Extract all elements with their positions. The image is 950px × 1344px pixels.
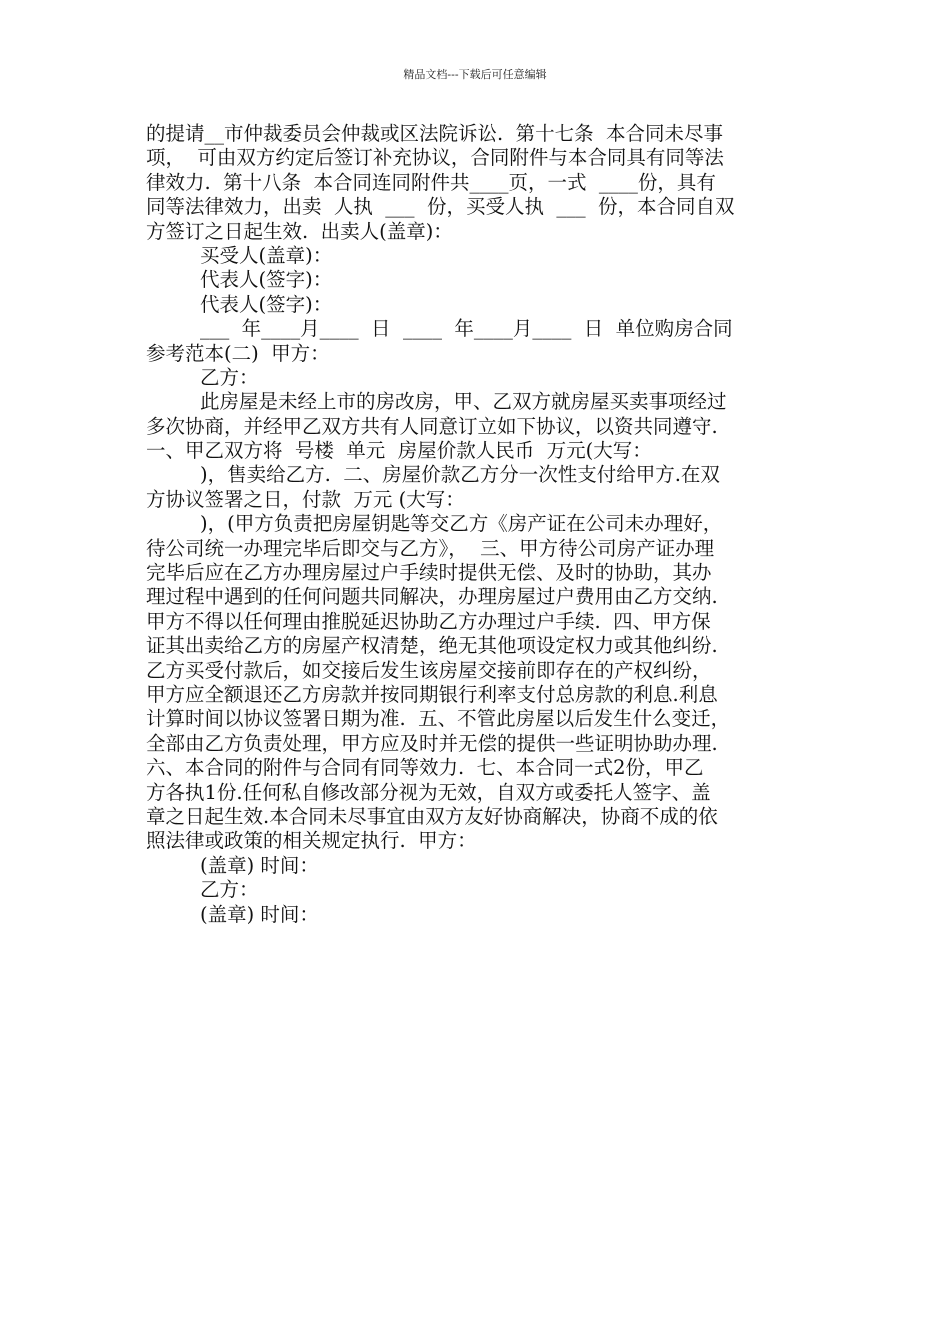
- text-line: 乙方：: [200, 878, 259, 902]
- text-line: 此房屋是未经上市的房改房，甲、乙双方就房屋买卖事项经过: [200, 390, 727, 414]
- text-line: 同等法律效力，出卖 人执 ___ 份，买受人执 ___ 份，本合同自双: [146, 195, 735, 219]
- text-line: 待公司统一办理完毕后即交与乙方》， 三、甲方待公司房产证办理: [146, 536, 715, 560]
- text-line: (盖章) 时间：: [200, 853, 319, 877]
- text-line: 乙方：: [200, 365, 259, 389]
- text-line: 完毕后应在乙方办理房屋过户手续时提供无偿、及时的协助，其办: [146, 561, 712, 585]
- text-line: 律效力. 第十八条 本合同连同附件共____页，一式 ____份，具有: [146, 170, 716, 194]
- text-line: 一、甲乙双方将 号楼 单元 房屋价款人民币 万元(大写：: [146, 439, 652, 463]
- text-line: 照法律或政策的相关规定执行. 甲方：: [146, 829, 477, 853]
- text-line: 项， 可由双方约定后签订补充协议，合同附件与本合同具有同等法: [146, 146, 724, 170]
- text-line: 代表人(签字)：: [200, 292, 333, 316]
- text-line: 全部由乙方负责处理，甲方应及时并无偿的提供一些证明协助办理.: [146, 731, 718, 755]
- text-line: 乙方买受付款后，如交接后发生该房屋交接前即存在的产权纠纷，: [146, 658, 712, 682]
- text-line: ___ 年____月____ 日 ____ 年____月____ 日 单位购房合同: [200, 317, 733, 341]
- text-line: 代表人(签字)：: [200, 268, 333, 292]
- text-line: )，(甲方负责把房屋钥匙等交乙方《房产证在公司未办理好，: [200, 512, 723, 536]
- document-body: [146, 122, 826, 927]
- text-line: 买受人(盖章)：: [200, 243, 333, 267]
- text-line: 六、本合同的附件与合同有同等效力. 七、本合同一式2份，甲乙: [146, 756, 704, 780]
- text-line: (盖章) 时间：: [200, 902, 319, 926]
- text-line: )，售卖给乙方. 二、房屋价款乙方分一次性支付给甲方.在双: [200, 463, 720, 487]
- text-line: 章之日起生效.本合同未尽事宜由双方友好协商解决，协商不成的依: [146, 804, 718, 828]
- text-line: 参考范本(二) 甲方：: [146, 341, 330, 365]
- text-line: 计算时间以协议签署日期为准. 五、不管此房屋以后发生什么变迁，: [146, 707, 731, 731]
- text-line: 甲方应全额退还乙方房款并按同期银行利率支付总房款的利息.利息: [146, 682, 718, 706]
- text-line: 理过程中遇到的任何问题共同解决，办理房屋过户费用由乙方交纳.: [146, 585, 718, 609]
- page-header: 精品文档---下载后可任意编辑: [403, 68, 547, 81]
- text-line: 方协议签署之日，付款 万元 (大写：: [146, 487, 465, 511]
- text-line: 甲方不得以任何理由推脱延迟协助乙方办理过户手续. 四、甲方保: [146, 609, 711, 633]
- text-line: 的提请__市仲裁委员会仲裁或区法院诉讼. 第十七条 本合同未尽事: [146, 122, 723, 145]
- text-line: 多次协商，并经甲乙双方共有人同意订立如下协议，以资共同遵守.: [146, 414, 718, 438]
- text-line: 方各执1份.任何私自修改部分视为无效，自双方或委托人签字、盖: [146, 780, 711, 804]
- text-line: 方签订之日起生效. 出卖人(盖章)：: [146, 219, 453, 243]
- text-line: 证其出卖给乙方的房屋产权清楚，绝无其他项设定权力或其他纠纷.: [146, 634, 718, 658]
